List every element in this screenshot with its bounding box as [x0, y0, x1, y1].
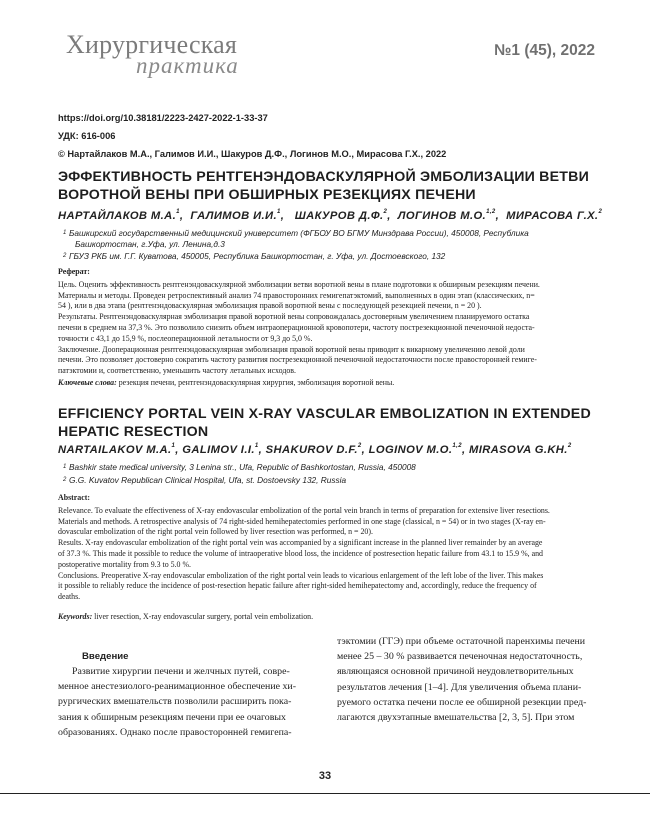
authors-en: NARTAILAKOV M.A.$^1$, GALIMOV I.I.$^1$, SHAKUROV D.F.$^2$, LOGINOV M.O.$^{1,2}$, MIRASOVA G.KH.$^2$ [58, 443, 572, 456]
abstract-ru [58, 267, 598, 377]
keywords-en-text: liver resection, X-ray endovascular surgery, portal vein embolization. [92, 612, 314, 621]
abstract-ru-line: точности с 43,1 до 15,9 %, послеоперационной летальности от 9,3 до 5,0 %. [58, 333, 313, 343]
title-en-line2: HEPATIC RESECTION [58, 424, 209, 440]
article-title-ru [58, 168, 598, 204]
affil-num: 2 [63, 253, 67, 259]
abstract-en-line: Results. X-ray endovascular embolization of the right portal vein was accompanied by a significant increase in the planned liver remainder by an average [58, 538, 543, 548]
author-name: МИРАСОВА Г.Х. [506, 210, 599, 222]
affil-num: 2 [63, 477, 67, 483]
abstract-ru-line: печени в среднем на 37,3 %. Это позволило снизить объем интраоперационной кровопотери, частоту пострезекционной печеночной недоста- [58, 322, 535, 332]
abstract-ru-line: Заключение. Дооперационная рентгенэндоваскулярная эмболизация правой воротной вены приводит к викарному увеличению левой доли [58, 344, 525, 354]
affil-text: Bashkir state medical university, 3 Lenina str., Ufa, Republic of Bashkortostan, Russia, 450008 [69, 462, 416, 472]
affil-num: 1 [63, 230, 67, 236]
abstract-ru-line: Результаты. Рентгенэндоваскулярная эмболизация правой воротной вены сопровождалась достоверным увеличением планируемого остатка [58, 312, 530, 322]
journal-name-line1: Хирургическая [66, 30, 238, 59]
author-name: ГАЛИМОВ И.И. [190, 210, 277, 222]
abstract-en-line: Conclusions. Preoperative X-ray endovascular embolization of the right portal vein leads to vicarious enlargement of the left lobe of the liver. This makes [58, 570, 544, 580]
abstract-en-line: deaths. [58, 592, 81, 602]
author-sup: 1 [171, 443, 176, 449]
author-en-5 [469, 444, 572, 456]
abstract-en-heading: Abstract: [58, 493, 90, 502]
author-sup: 1,2 [486, 209, 496, 215]
author-en-1 [58, 444, 175, 456]
body-line: образованиях. Однако после правосторонней гемигепа- [58, 726, 292, 738]
affiliation-en-2 [63, 475, 593, 486]
journal-logo [66, 30, 239, 80]
abstract-ru-line: 54 ), или в два этапа (рентгенэндоваскулярная эмболизация правой воротной вены с последующей резекцией печени, n = 20 ). [58, 301, 482, 311]
author-name: ШАКУРОВ Д.Ф. [294, 210, 384, 222]
title-en-line1: EFFICIENCY PORTAL VEIN X-RAY VASCULAR EMBOLIZATION IN EXTENDED [58, 406, 591, 422]
author-ru-1 [58, 210, 180, 222]
author-sup: 1,2 [452, 443, 462, 449]
abstract-ru-line: Материалы и методы. Проведен ретроспективный анализ 74 правосторонних гемигепатэктомий, выполненных в один этап (классических, n= [58, 290, 535, 300]
footer-rule [0, 793, 650, 794]
author-ru-2 [190, 210, 280, 222]
udc-code: УДК: 616-006 [58, 131, 116, 141]
title-ru-line2: ВОРОТНОЙ ВЕНЫ ПРИ ОБШИРНЫХ РЕЗЕКЦИЯХ ПЕЧЕНИ [58, 187, 476, 203]
keywords-ru-label: Ключевые слова: [58, 378, 117, 387]
body-line: менное анестезиолого-реанимационное обеспечение хи- [58, 681, 296, 693]
abstract-en-line: dovascular embolization of the right portal vein followed by liver resection was performed, n = 20). [58, 527, 373, 537]
journal-name-line2: практика [136, 53, 239, 78]
author-name: НАРТАЙЛАКОВ М.А. [58, 210, 177, 222]
body-line: тэктомии (ГГЭ) при объеме остаточной паренхимы печени [337, 636, 586, 647]
author-name: LOGINOV M.O. [368, 444, 453, 456]
author-ru-4 [398, 210, 496, 222]
author-en-4 [369, 444, 462, 456]
body-line: результатов лечения [1–4]. Для увеличения объема плани- [337, 681, 582, 693]
author-name: ЛОГИНОВ М.О. [397, 210, 487, 222]
author-name: NARTAILAKOV M.A. [58, 444, 172, 456]
author-sup: 1 [254, 443, 259, 449]
affiliation-en-1 [63, 462, 593, 473]
abstract-en [58, 493, 598, 603]
abstract-en-line: postoperative mortality from 9.3 to 5.0 %. [58, 559, 192, 569]
affil-text: Башкирский государственный медицинский университет (ФГБОУ ВО БГМУ Минздрава России), 450008, Республика [69, 228, 529, 238]
copyright-line: © Нартайлаков М.А., Галимов И.И., Шакуров Д.Ф., Логинов М.О., Мирасова Г.Х., 2022 [58, 149, 447, 159]
abstract-ru-line: патэктомии и, соответственно, уменьшить частоту летальных исходов. [58, 366, 297, 376]
intro-heading: Введение [82, 651, 129, 662]
affil-text-cont: Башкортостан, г.Уфа, ул. Ленина,д.3 [75, 239, 225, 249]
body-line: являющаяся основной причиной неудовлетворительных [337, 666, 574, 678]
abstract-ru-line: Цель. Оценить эффективность рентгенэндоваскулярной эмболизации ветви воротной вены в плане подготовки к обширным резекциям печени. [58, 279, 540, 289]
affil-text: G.G. Kuvatov Republican Clinical Hospital, Ufa, st. Dostoevsky 132, Russia [69, 475, 347, 485]
affil-text: ГБУЗ РКБ им. Г.Г. Куватова, 450005, Республика Башкортостан, г. Уфа, ул. Достоевского, 132 [69, 251, 446, 261]
body-line: рургических вмешательств позволили расширить пока- [58, 696, 292, 708]
abstract-en-line: Materials and methods. A retrospective analysis of 74 right-sided hemihepatectomies performed in one stage (classical, n = 54) or in two stages (X-ray en- [58, 516, 546, 526]
authors-ru: НАРТАЙЛАКОВ М.А.$^1$, ГАЛИМОВ И.И.$^1$, ШАКУРОВ Д.Ф.$^2$, ЛОГИНОВ М.О.$^{1,2}$, МИРАСОВА Г.Х.$^2$ [58, 209, 603, 222]
keywords-en [58, 612, 598, 621]
issue-number: №1 (45), 2022 [494, 42, 595, 59]
author-sup: 2 [567, 443, 572, 449]
body-line: Развитие хирургии печени и желчных путей, совре- [72, 666, 290, 677]
author-ru-3 [295, 210, 387, 222]
affiliation-ru-2 [63, 251, 593, 262]
author-ru-5 [506, 210, 602, 222]
body-left-column [58, 650, 311, 740]
abstract-en-line: Relevance. To evaluate the effectiveness of X-ray endovascular embolization of the portal vein branch in terms of preparation for extensive liver resections. [58, 505, 550, 515]
doi-link[interactable]: https://doi.org/10.38181/2223-2427-2022-1-33-37 [58, 113, 268, 123]
body-line: зания к обширным резекциям печени при ее очаговых [58, 711, 286, 723]
author-sup: 2 [383, 209, 388, 215]
abstract-ru-heading: Реферат: [58, 267, 90, 276]
abstract-en-line: it possible to reliably reduce the incidence of post-resection hepatic failure after right-sided hemihepatectomy and, accordingly, reduce the frequency of [58, 581, 537, 591]
author-name: SHAKUROV D.F. [265, 444, 358, 456]
author-name: MIRASOVA G.KH. [468, 444, 568, 456]
page-number: 33 [318, 770, 332, 782]
abstract-en-line: of 37.3 %. This made it possible to reduce the volume of intraoperative blood loss, the incidence of postresection hepatic failure from 43.1 to 15.9 %, and [58, 548, 544, 558]
author-sup: 2 [598, 209, 603, 215]
author-sup: 2 [357, 443, 362, 449]
body-line: лагаются двухэтапные вмешательства [2, 3, 5]. При этом [337, 712, 575, 724]
author-en-3 [266, 444, 362, 456]
body-right-column [337, 634, 595, 725]
keywords-en-label: Keywords: [58, 612, 93, 621]
affil-num: 1 [63, 464, 67, 470]
keywords-ru [58, 378, 598, 387]
author-sup: 1 [176, 209, 180, 215]
title-ru-line1: ЭФФЕКТИВНОСТЬ РЕНТГЕНЭНДОВАСКУЛЯРНОЙ ЭМБОЛИЗАЦИИ ВЕТВИ [58, 169, 589, 185]
author-sup: 1 [277, 209, 281, 215]
keywords-ru-text: резекция печени, рентгенэндоваскулярная хирургия, эмболизация воротной вены. [116, 378, 395, 387]
affiliation-ru-1 [63, 228, 593, 250]
body-line: менее 25 – 30 % развивается печеночная недостаточность, [337, 651, 583, 663]
body-line: руемого остатка печени после ее обширной резекции пред- [337, 696, 587, 708]
abstract-ru-line: печени. Это позволяет достоверно сократить частоту развития пострезекционной печеночной недостаточности после правосторонней гемиге- [58, 355, 537, 365]
author-en-2 [182, 444, 258, 456]
author-name: GALIMOV I.I. [182, 444, 255, 456]
article-title-en [58, 405, 598, 441]
